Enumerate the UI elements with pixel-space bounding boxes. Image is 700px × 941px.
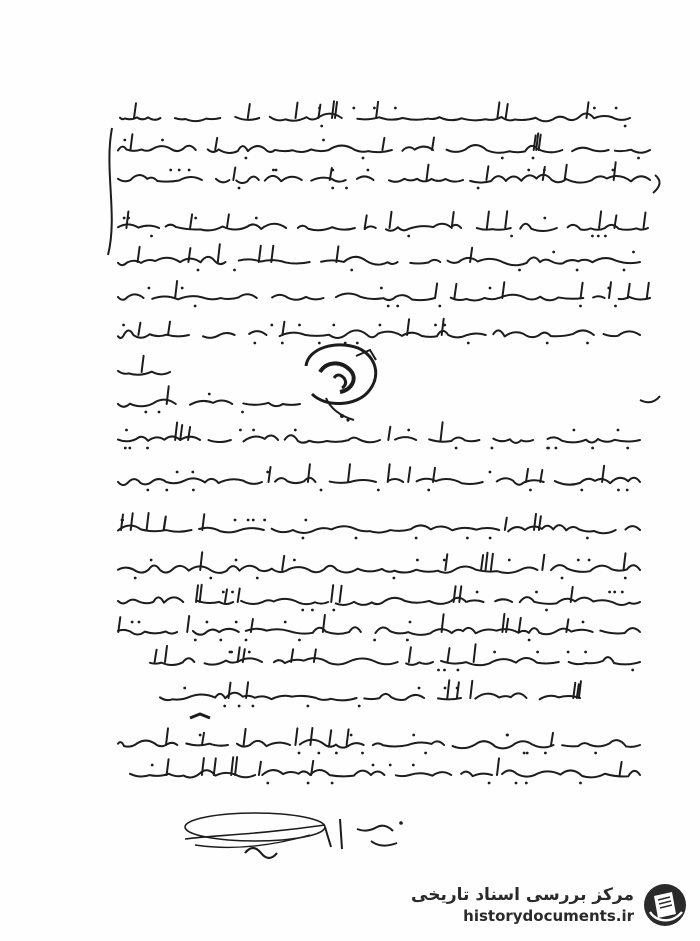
watermark-title: مرکز بررسی اسناد تاریخی (411, 885, 634, 905)
handwritten-line (118, 422, 640, 449)
watermark-text (411, 884, 634, 926)
handwritten-line (118, 244, 640, 271)
handwritten-line (160, 680, 581, 707)
handwritten-line (118, 728, 640, 754)
watermark (388, 877, 688, 933)
handwritten-line (118, 464, 640, 491)
archive-logo-icon (642, 882, 688, 928)
watermark-url: historydocuments.ir (463, 907, 634, 925)
handwritten-line (118, 614, 640, 641)
handwritten-line (120, 101, 630, 127)
handwritten-line (150, 644, 640, 671)
handwritten-line (118, 356, 170, 375)
handwritten-line (118, 162, 650, 189)
handwritten-line (118, 585, 640, 612)
handwritten-line (130, 757, 640, 784)
handwritten-line (118, 281, 650, 307)
handwritten-line (118, 552, 640, 579)
signature (175, 805, 415, 865)
ink-stamp (296, 336, 386, 424)
handwritten-line (118, 211, 648, 237)
handwritten-line (118, 386, 300, 413)
handwritten-line (118, 513, 640, 539)
handwritten-line (118, 133, 650, 159)
